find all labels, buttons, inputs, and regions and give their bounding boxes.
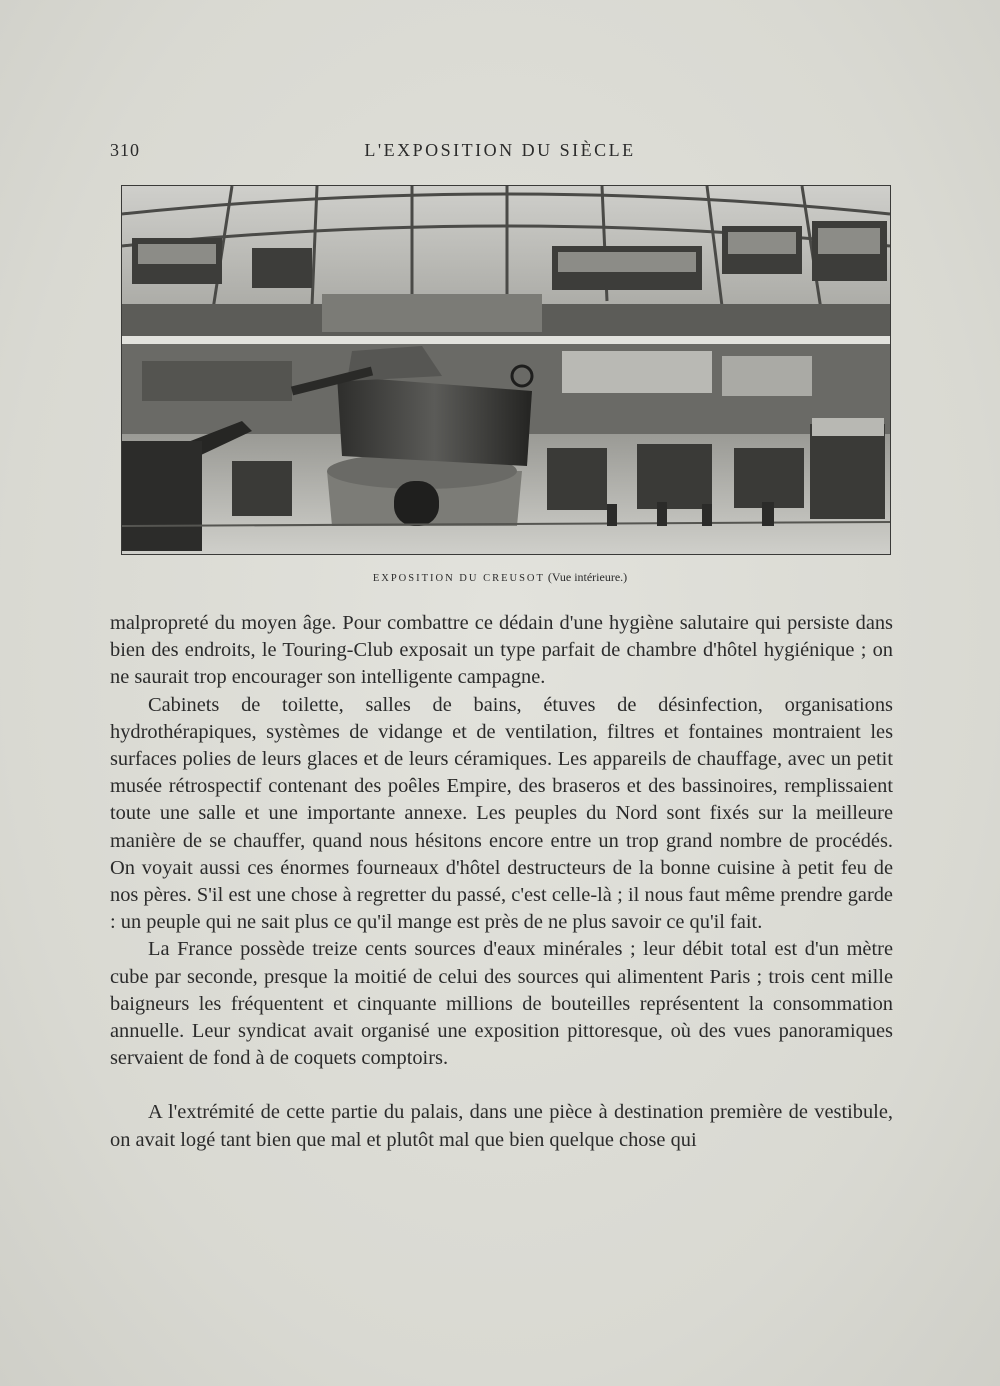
running-title: L'EXPOSITION DU SIÈCLE bbox=[364, 140, 636, 160]
body-text bbox=[110, 610, 893, 1154]
photo-creusot-interior bbox=[121, 185, 891, 555]
photo-illustration bbox=[122, 186, 890, 554]
page-number: 310 bbox=[110, 140, 140, 160]
paragraph-2: Cabinets de toilette, salles de bains, étuves de désinfection, organisations hydrothérapiques, systèmes de vidange et de ventilation, filtres et fontaines montraient les surfaces polies de leurs glaces et de leurs céramiques. Les appareils de chauffage, avec un petit musée rétrospectif contenant des poêles Empire, des braseros et des bassinoires, remplissaient toute une salle et une importante annexe. Les peuples du Nord sont fixés sur la meilleure manière de se chauffer, quand nous hésitons encore entre un trop grand nombre de procédés. On voyait aussi ces énormes fourneaux d'hôtel destructeurs de la bonne cuisine à petit feu de nos pères. S'il est une chose à regretter du passé, c'est celle-là ; il nous faut même prendre garde : un peuple qui ne sait plus ce qu'il mange est près de ne plus savoir ce qu'il fait. bbox=[110, 693, 893, 934]
caption-title: EXPOSITION DU CREUSOT bbox=[372, 573, 545, 584]
paragraph-4: A l'extrémité de cette partie du palais, dans une pièce à destination première de vestibule, on avait logé tant bien que mal et plutôt mal que bien quelque chose qui bbox=[110, 1101, 893, 1151]
figure-caption bbox=[110, 570, 890, 585]
page-header bbox=[110, 140, 890, 164]
paragraph-3: La France possède treize cents sources d'eaux minérales ; leur débit total est d'un mètre cube par seconde, presque la moitié de celui des sources qui alimentent Paris ; trois cent mille baigneurs les fréquentent et cinquante millions de bouteilles représentent la consommation annuelle. Leur syndicat avait organisé une exposition pittoresque, où des vues panoramiques servaient de fond à de coquets comptoirs. bbox=[110, 938, 893, 1070]
paragraph-1: malpropreté du moyen âge. Pour combattre ce dédain d'une hygiène salutaire qui persiste dans bien des endroits, le Touring-Club exposait un type parfait de chambre d'hôtel hygiénique ; on ne saurait trop encourager son intelligente campagne. bbox=[110, 612, 893, 689]
caption-subtitle: (Vue intérieure.) bbox=[547, 570, 628, 584]
